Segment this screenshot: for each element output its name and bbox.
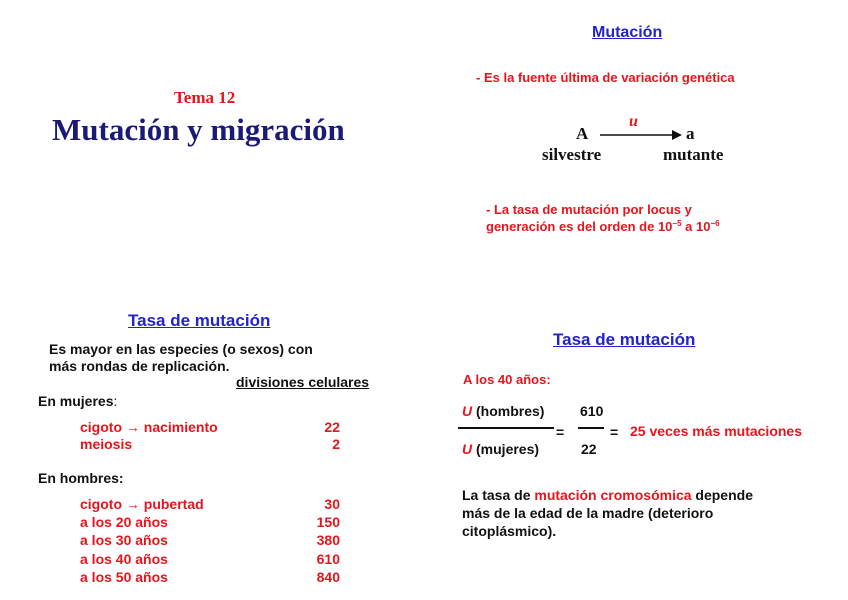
mutacion-heading: Mutación: [592, 24, 663, 41]
rate-u: u: [629, 113, 638, 130]
allele-A: A: [576, 124, 589, 143]
exponent-5: −5: [672, 219, 682, 228]
para-line3: citoplásmico).: [462, 523, 557, 539]
main-title: Mutación y migración: [52, 112, 345, 147]
women-label-text: En mujeres: [38, 393, 114, 409]
u-symbol: U: [462, 441, 473, 457]
u-mujeres: [462, 441, 539, 457]
numerator-610: 610: [580, 403, 604, 419]
para-text-end: depende: [691, 487, 753, 503]
para-text: La tasa de: [462, 487, 535, 503]
denominator-22: 22: [581, 441, 597, 457]
exponent-6: −6: [710, 219, 720, 228]
intro-line1: Es mayor en las especies (o sexos) con: [49, 341, 313, 357]
women-colon: :: [113, 393, 118, 409]
equals-sign-1: =: [556, 424, 565, 440]
u-hombres: [462, 403, 544, 419]
table-row: [80, 436, 132, 452]
row-label: a los 30 años: [80, 532, 168, 548]
row-label: cigoto → pubertad: [80, 496, 204, 512]
mujeres-text: (mujeres): [472, 441, 540, 457]
table-row: [80, 419, 218, 435]
row-value: 22: [324, 419, 340, 435]
u-symbol: U: [462, 403, 473, 419]
subtitle-tema: Tema 12: [174, 88, 236, 107]
bullet-tasa-line2: [486, 219, 720, 234]
label-mutante: mutante: [663, 145, 724, 164]
row-value: 2: [332, 436, 340, 452]
men-label: En hombres:: [38, 470, 124, 486]
tasa-heading-left: Tasa de mutación: [128, 311, 271, 330]
fraction-bar-right: [578, 427, 604, 429]
result-25-veces: 25 veces más mutaciones: [630, 423, 802, 439]
row-value: 380: [316, 532, 340, 548]
tasa-line2-mid: a 10: [681, 219, 711, 234]
para-line2: más de la edad de la madre (deterioro: [462, 505, 714, 521]
row-label: a los 40 años: [80, 551, 168, 567]
row-value: 150: [316, 514, 340, 530]
row-value: 840: [316, 569, 340, 585]
label-silvestre: silvestre: [542, 145, 602, 164]
para-line1: [462, 487, 753, 503]
row-value: 610: [316, 551, 340, 567]
allele-a: a: [686, 124, 695, 143]
row-label: a los 20 años: [80, 514, 168, 530]
col-header-divisiones: divisiones celulares: [236, 374, 370, 390]
para-red-text: mutación cromosómica: [534, 487, 692, 503]
row-label: a los 50 años: [80, 569, 168, 585]
row-label: meiosis: [80, 436, 133, 452]
tasa-line2-prefix: generación es del orden de 10: [486, 219, 673, 234]
bullet-tasa-line1: - La tasa de mutación por locus y: [486, 202, 692, 217]
equals-sign-2: =: [610, 424, 619, 440]
arrow-right-icon: [600, 129, 682, 141]
women-label: [38, 393, 117, 409]
bullet-fuente-variacion: - Es la fuente última de variación genética: [476, 70, 735, 85]
tasa-heading-right: Tasa de mutación: [553, 330, 696, 349]
intro-line2: más rondas de replicación.: [49, 358, 230, 374]
age-40-label: A los 40 años:: [463, 372, 551, 387]
row-label: cigoto → nacimiento: [80, 419, 218, 435]
hombres-text: (hombres): [472, 403, 545, 419]
fraction-bar-left: [458, 427, 554, 429]
row-value: 30: [324, 496, 340, 512]
